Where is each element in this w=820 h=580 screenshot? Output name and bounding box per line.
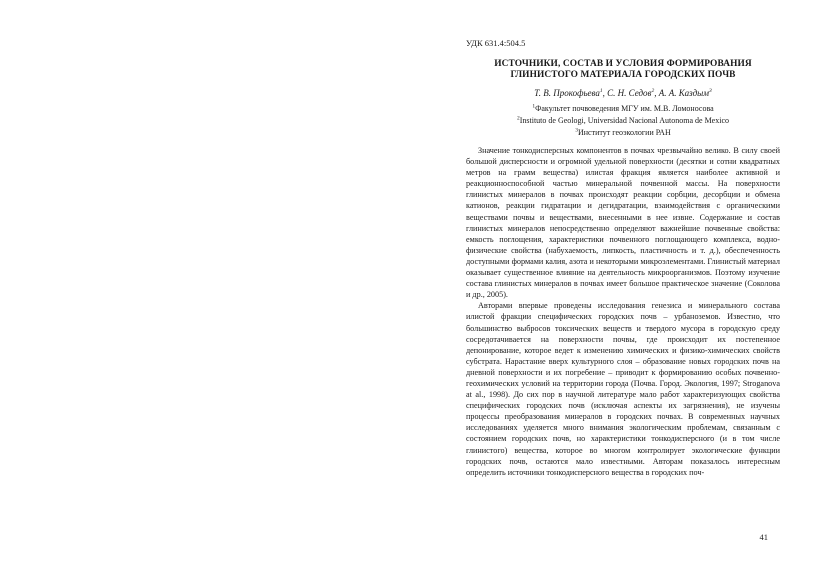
text-column <box>466 38 780 478</box>
title-line-2: ГЛИНИСТОГО МАТЕРИАЛА ГОРОДСКИХ ПОЧВ <box>510 70 736 80</box>
paragraph-1: Значение тонкодисперсных компонентов в почвах чрезвычайно велико. В силу своей большой дисперсности и огромной удельной поверхности (десятки и сотни квадратных метров на грамм вещества) илистая фракция является наиболее активной и реакционноспособной частью минеральной почвенной массы. На поверхности глинистых минералов в почвах происходят реакции сорбции, десорбции и обмена катионов, реакции гидратации и дегидратации, взаимодействия с органическими веществами почвы и веществами, внесенными в нее извне. Содержание и состав глинистых минералов непосредственно определяют важнейшие почвенные свойства: емкость поглощения, характеристики почвенного поглощающего комплекса, водно-физические свойства (набухаемость, липкость, пластичность и т. д.), обеспеченность доступными формами калия, азота и некоторыми микроэлементами. Глинистый материал оказывает существенное влияние на деятельность микроорганизмов. Поэтому изучение состава глинистых минералов в почвах имеет большое практическое значение (Соколова и др., 2005). <box>466 146 780 300</box>
right-page <box>410 0 820 580</box>
affiliation-1: $^1$Факультет почвоведения МГУ им. М.В. Ломоносова <box>532 103 714 113</box>
article-body <box>466 145 780 478</box>
author-1: Т. В. Прокофьева$^1$ <box>534 88 603 98</box>
title-line-1: ИСТОЧНИКИ, СОСТАВ И УСЛОВИЯ ФОРМИРОВАНИЯ <box>494 59 752 69</box>
author-3: А. А. Каздым$^3$ <box>658 88 712 98</box>
affiliation-3: $^3$Институт геоэкологии РАН <box>575 127 671 137</box>
affiliation-2: $^2$Instituto de Geologi, Universidad Nacional Autonoma de Mexico <box>516 115 730 125</box>
authors-line <box>466 88 780 99</box>
author-2: С. Н. Седов$^2$ <box>607 88 655 98</box>
udc-code: УДК 631.4:504.5 <box>466 38 526 48</box>
article-title <box>466 59 780 81</box>
paragraph-2: Авторами впервые проведены исследования генезиса и минерального состава илистой фракции специфических городских почв – урбаноземов. Известно, что большинство выбросов токсических веществ и твердого мусора в городскую среду сосредотачивается на поверхности почвы, где происходит их постепенное депонирование, которое ведет к изменению химических и физико-химических свойств субстрата. Нарастание вверх культурного слоя – образование новых городских почв на дневной поверхности и их погребение – приводит к формированию особых почвенно-геохимических условий на территории города (Почва. Город. Экология, 1997; Stroganova at al., 1998). До сих пор в научной литературе мало работ характеризующих свойства специфических городских почв (исключая аспекты их загрязнения), не изучены процессы преобразования минералов в городских почвах. В современных научных исследованиях уделяется много внимания экологическим проблемам, связанным с состоянием городских почв, но характеристики тонкодисперсного (и в том числе глинистого) вещества, которое во многом контролирует экологические функции городских почв, остаются мало известными. Авторам показалось интересным определить источники тонкодисперсного вещества в городских поч- <box>466 301 780 477</box>
author-separator-2: , <box>654 88 659 98</box>
author-separator-1: , <box>602 88 608 98</box>
page-number: 41 <box>759 532 768 542</box>
